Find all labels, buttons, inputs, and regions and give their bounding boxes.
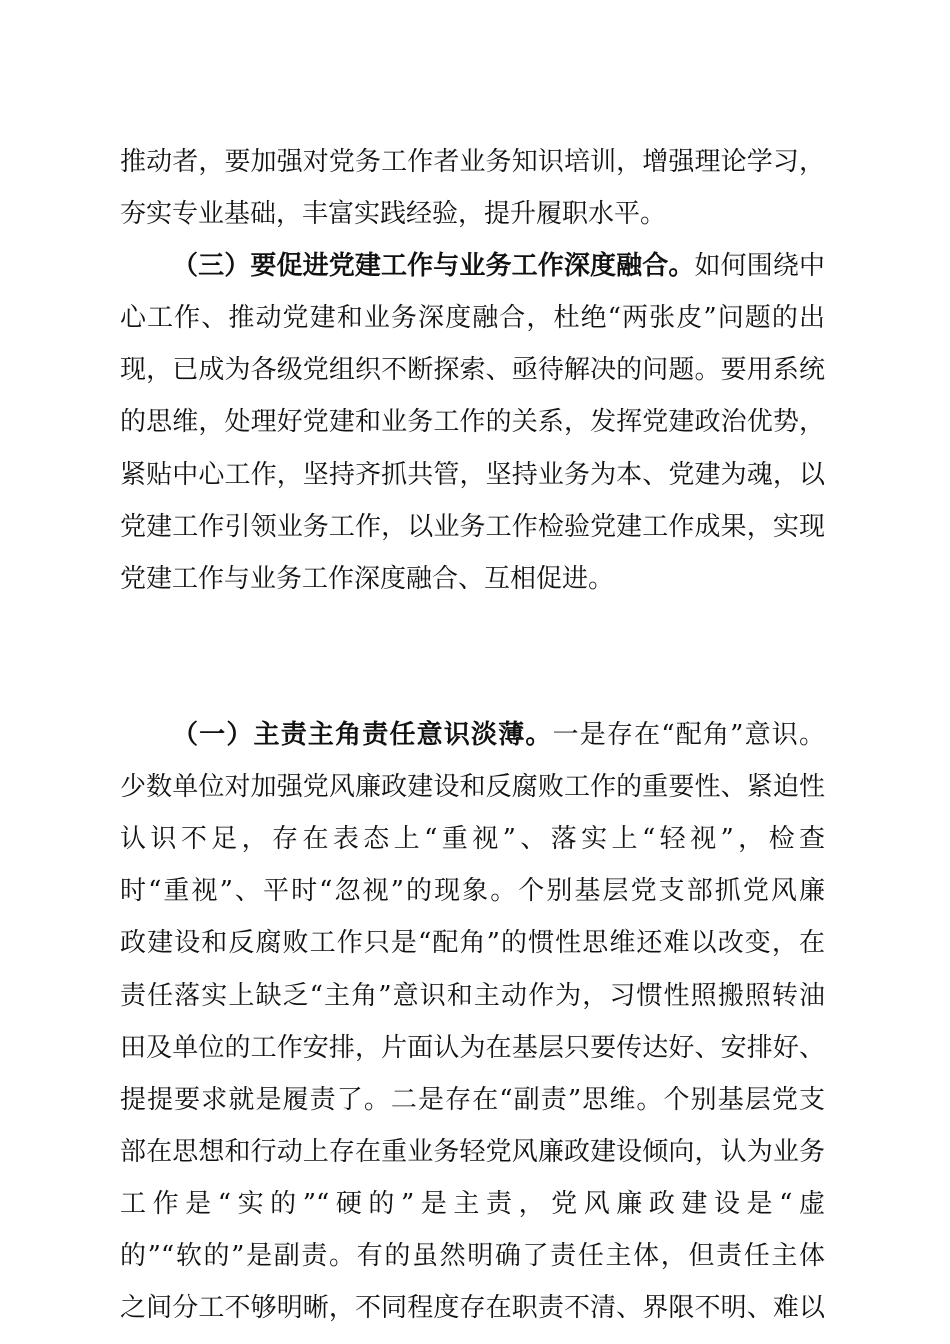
paragraph-responsibility [120,709,825,1334]
text-fragment: 如何围绕中 [694,251,825,282]
text-line: 政建设和反腐败工作只是“配角”的惯性思维还难以改变，在 [120,928,825,959]
text-line: 推动者，要加强对党务工作者业务知识培训，增强理论学习， [120,147,825,177]
heading-line [120,657,825,709]
text-line: 心工作、推动党建和业务深度融合，杜绝“两张皮”问题的出 [120,303,825,334]
text-line: 夯实专业基础，丰富实践经验，提升履职水平。 [120,199,667,230]
paragraph-integration [120,240,825,605]
heading-line [120,605,825,657]
text-line: 责任落实上缺乏“主角”意识和主动作为，习惯性照搬照转油 [120,980,825,1011]
paragraph-lead: （三）要促进党建工作与业务工作深度融合。 [172,251,695,282]
text-line: 之间分工不够明晰，不同程度存在职责不清、界限不明、难以 [120,1293,825,1324]
text-line [120,240,825,292]
text-line: 认识不足，存在表态上“重视”、落实上“轻视”，检查 [120,824,825,855]
text-line: 田及单位的工作安排，片面认为在基层只要传达好、安排好、 [120,1032,825,1063]
text-line: 的思维，处理好党建和业务工作的关系，发挥党建政治优势， [120,407,825,438]
paragraph-training [120,136,825,240]
text-line [120,709,825,761]
text-line: 党建工作引领业务工作，以业务工作检验党建工作成果，实现 [120,511,825,542]
text-line: 工作是“实的”“硬的”是主责，党风廉政建设是“虚 [120,1188,825,1219]
text-line: 少数单位对加强党风廉政建设和反腐败工作的重要性、紧迫性 [120,772,825,803]
text-line: 时“重视”、平时“忽视”的现象。个别基层党支部抓党风廉 [120,876,825,907]
text-line: 的”“软的”是副责。有的虽然明确了责任主体，但责任主体 [120,1240,825,1271]
section-heading [120,605,825,709]
text-line: 党建工作与业务工作深度融合、互相促进。 [120,563,615,594]
document-page [120,136,825,1334]
text-line: 紧贴中心工作，坚持齐抓共管，坚持业务为本、党建为魂，以 [120,459,825,490]
text-fragment: 一是存在“配角”意识。 [552,720,825,751]
text-line: 部在思想和行动上存在重业务轻党风廉政建设倾向，认为业务 [120,1136,825,1167]
text-line: 提提要求就是履责了。二是存在“副责”思维。个别基层党支 [120,1084,825,1115]
text-line: 现，已成为各级党组织不断探索、亟待解决的问题。要用系统 [120,355,825,386]
paragraph-lead: （一）主责主角责任意识淡薄。 [172,720,553,751]
